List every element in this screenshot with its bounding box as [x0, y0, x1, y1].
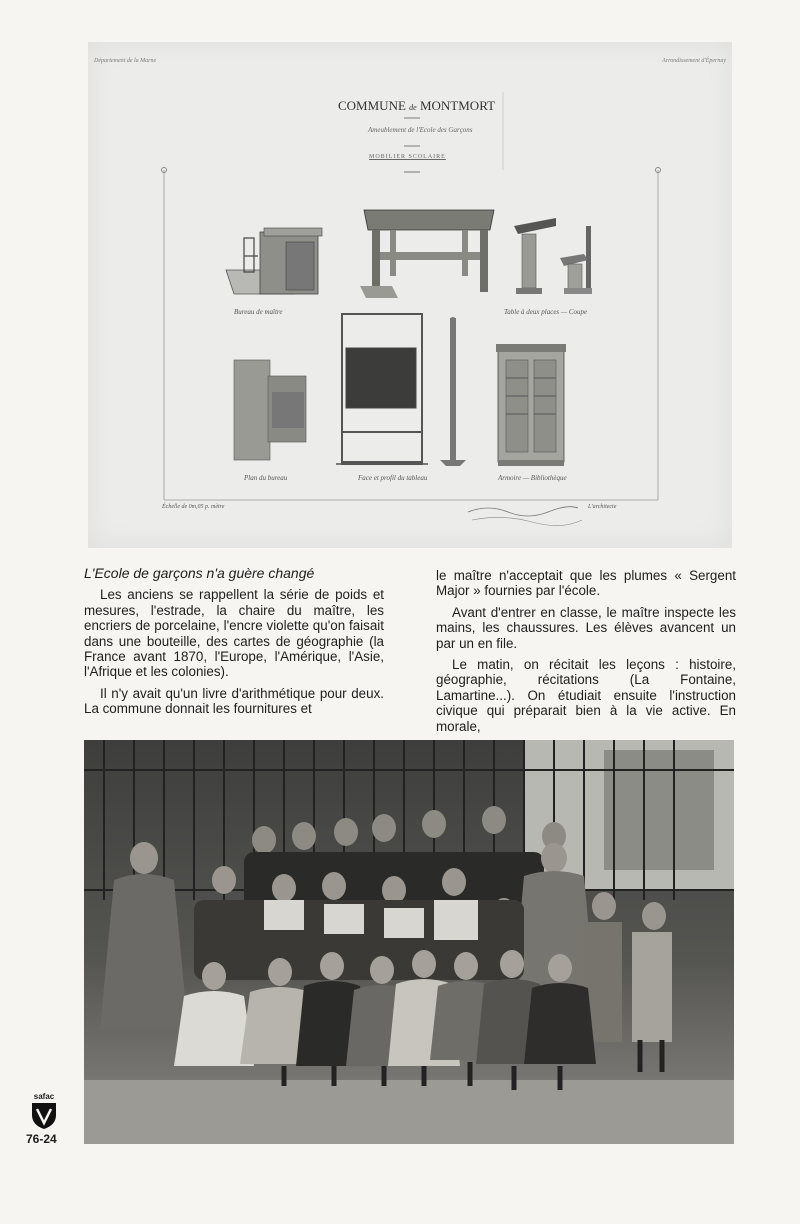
bureau-drawing [226, 228, 322, 294]
caption-table: Table à deux places — Coupe [504, 308, 588, 316]
caption-tableau: Face et profil du tableau [358, 474, 428, 482]
caption-bureau: Bureau de maître [234, 308, 283, 316]
caption-plan: Plan du bureau [244, 474, 288, 482]
article-paragraph-split-end: le maître n'acceptait que les plumes « Sergent Major » fournies par l'école. [436, 568, 736, 599]
plate-scale-note: MOBILIER SCOLAIRE [369, 154, 446, 160]
photo-rendering [84, 740, 734, 1144]
table-drawing [360, 210, 494, 298]
plate-signature: L'architecte [588, 504, 617, 510]
class-photograph [84, 740, 734, 1144]
coupe-drawing [514, 218, 592, 294]
plate-corner-left: Département de la Marne [94, 58, 157, 64]
plate-corner-right: Arrondissement d'Épernay [662, 58, 726, 64]
caption-armoire: Armoire — Bibliothèque [498, 474, 567, 482]
shield-icon [30, 1101, 58, 1131]
article-column-right [436, 568, 736, 740]
logo-text: safac [33, 1092, 55, 1101]
article-column-left [84, 566, 384, 717]
plan-drawing [234, 360, 306, 460]
plate-scale-caption: Échelle de 0m,05 p. mètre [162, 504, 225, 510]
tableau-drawing [336, 314, 466, 466]
engraving-plate [88, 42, 732, 548]
article-paragraph-split-start: Il n'y avait qu'un livre d'arithmétique pour deux. La commune donnait les fournitures et [84, 685, 384, 717]
article-paragraph: Avant d'entrer en classe, le maître inspecte les mains, les chaussures. Les élèves avancent un par un en file. [436, 604, 736, 651]
page-number: 76-24 [26, 1132, 57, 1146]
publisher-logo [30, 1092, 58, 1136]
furniture-drawings [88, 42, 732, 548]
armoire-drawing [496, 344, 566, 466]
article-paragraph: Les anciens se rappellent la série de poids et mesures, l'estrade, la chaire du maître, les encriers de porcelaine, l'encre violette qu'on faisait dans une bouteille, des cartes de géographie (la France avant 1870, l'Europe, l'Amérique, l'Asie, l'Afrique et les colonies). [84, 587, 384, 680]
plate-subtitle: Ameublement de l'Ecole des Garçons [368, 126, 473, 134]
plate-title: COMMUNE de MONTMORT [338, 98, 496, 113]
article-paragraph: Le matin, on récitait les leçons : histoire, géographie, récitations (La Fontaine, Lamartine...). On étudiait ensuite l'instruction civique qui préparait bien à la vie active. En morale, [436, 657, 736, 734]
article-heading: L'Ecole de garçons n'a guère changé [84, 565, 315, 581]
